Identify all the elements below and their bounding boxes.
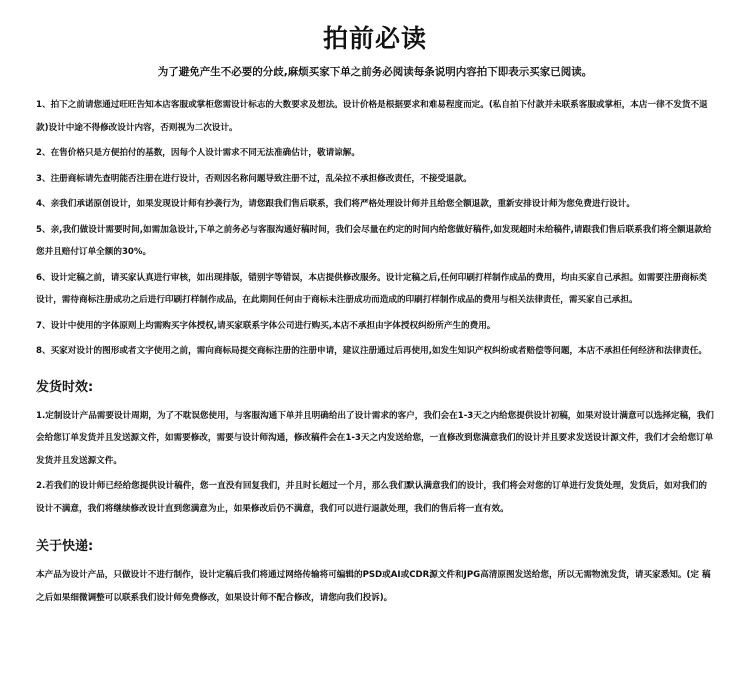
rule-item: 5、亲,我们做设计需要时间,如需加急设计,下单之前务必与客服沟通好稿时间，我们会尽量在约定的时间内给您做好稿件,如发现超时未给稿件,请跟我们售后联系我们将全额退款给您并且赔付订单全额的30%。 bbox=[36, 224, 712, 257]
page-subtitle: 为了避免产生不必要的分歧,麻烦买家下单之前务必阅读每条说明内容拍下即表示买家已阅读。 bbox=[157, 66, 593, 78]
rules-list bbox=[36, 94, 714, 363]
rule-item: 1、拍下之前请您通过旺旺告知本店客服或掌柜您需设计标志的大数要求及想法。设计价格是根据要求和难易程度而定。(私自拍下付款并未联系客服或掌柜，本店一律不发货不退款)设计中途不得修改设计内容，否则视为二次设计。 bbox=[36, 100, 708, 133]
rule-item: 8、买家对设计的图形或者文字使用之前，需向商标局提交商标注册的注册申请，建议注册通过后再使用,如发生知识产权纠纷或者赔偿等问题，本店不承担任何经济和法律责任。 bbox=[36, 346, 707, 356]
rule-item: 6、设计定稿之前，请买家认真进行审核，如出现排版，错别字等错误，本店提供修改服务。设计定稿之后,任何印刷打样制作成品的费用，均由买家自己承担。如需要注册商标类设计，需待商标注册成功之后进行印刷打样制作成品，在此期间任何由于商标未注册成功而造成的印刷打样制作成品的费用与相关法律责任，需买家自己承担。 bbox=[36, 272, 707, 305]
shipping-item: 1.定制设计产品需要设计周期，为了不耽误您使用，与客服沟通下单并且明确给出了设计需求的客户，我们会在1-3天之内给您提供设计初稿，如果对设计满意可以选择定稿，我们会给您订单发货并且发送源文件，如需要修改，需要与设计师沟通，修改稿件会在1-3天之内发送给您，一直修改到您满意我们的设计并且要求发送设计源文件，我们才会给您订单发货并且发送源文件。 bbox=[36, 410, 714, 466]
rule-item: 3、注册商标请先查明能否注册在进行设计，否则因名称问题导致注册不过，乱朵拉不承担修改责任，不接受退款。 bbox=[36, 173, 472, 184]
express-heading: 关于快递: bbox=[36, 539, 94, 554]
shipping-list bbox=[36, 405, 714, 521]
rule-item: 4、亲我们承诺原创设计，如果发现设计师有抄袭行为，请您跟我们售后联系，我们将严格处理设计师并且给您全额退款，重新安排设计师为您免费进行设计。 bbox=[36, 199, 635, 209]
shipping-item: 2.若我们的设计师已经给您提供设计稿件，您一直没有回复我们，并且时长超过一个月，那么我们默认满意我们的设计，我们将会对您的订单进行发货处理，发货后，如对我们的设计不满意，我们将继续修改设计直到您满意为止，如果修改后仍不满意，我们可以进行退款处理，我们的售后将一直有效。 bbox=[36, 481, 707, 514]
page-title: 拍前必读 bbox=[322, 24, 427, 53]
express-list bbox=[36, 564, 714, 609]
shipping-heading: 发货时效: bbox=[36, 379, 94, 395]
rule-item: 2、在售价格只是方便拍付的基数，因每个人设计需求不同无法准确估计，敬请谅解。 bbox=[36, 148, 360, 158]
rule-item: 7、设计中使用的字体原则上均需购买字体授权,请买家联系字体公司进行购买,本店不承担由字体授权纠纷所产生的费用。 bbox=[36, 320, 496, 331]
express-item: 本产品为设计产品，只做设计不进行制作，设计定稿后我们将通过网络传输将可编辑的PSD或AI或CDR源文件和JPG高清原图发送给您，所以无需物流发货，请买家悉知。(定 稿之后如果细微调整可以联系我们设计师免费修改，如果设计师不配合修改，请您向我们投诉)。 bbox=[36, 570, 711, 603]
